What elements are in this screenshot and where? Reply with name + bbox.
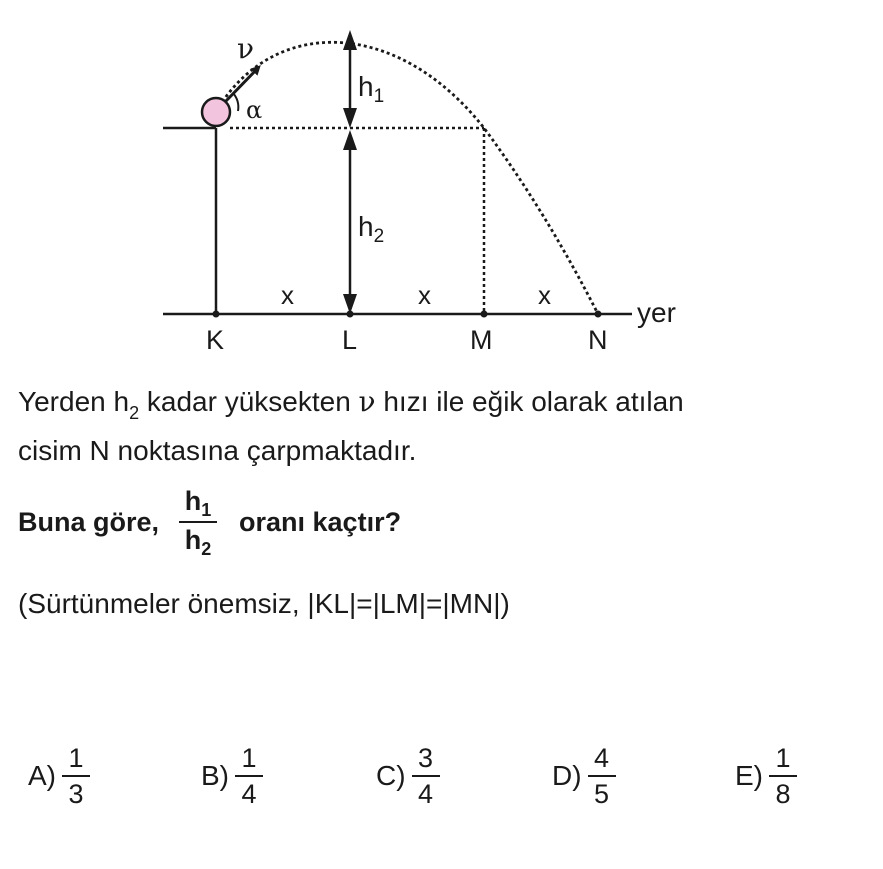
choice-a-letter: A) [28, 760, 56, 791]
ask-suffix: oranı kaçtır? [239, 506, 402, 537]
choice-a[interactable] [28, 736, 90, 816]
ratio-denominator: $h_2$ [184, 525, 212, 559]
choice-d[interactable] [552, 736, 616, 816]
point-k-label: K [206, 325, 225, 355]
ground-label: yer [637, 297, 676, 328]
choice-c-letter: C) [376, 760, 406, 791]
point-k-dot [213, 311, 220, 318]
trajectory-curve [216, 42, 598, 314]
choice-e[interactable] [735, 736, 797, 816]
question-line-1-part-b: kadar yüksekten [139, 386, 359, 417]
choice-c[interactable] [376, 736, 440, 816]
angle-label: α [246, 96, 263, 124]
choice-e-letter: E) [735, 760, 763, 791]
angle-arc [233, 93, 238, 111]
point-n-dot [595, 311, 602, 318]
segment-kl-label: x [281, 280, 294, 310]
velocity-label: ν [237, 32, 255, 65]
ratio-numerator: $h_1$ [184, 486, 212, 520]
h1-label: $h_1$ [358, 71, 385, 107]
segment-mn-label: x [538, 280, 551, 310]
question-line-1-part-a: Yerden h [18, 386, 130, 417]
point-m-label: M [470, 325, 493, 355]
choice-d-letter: D) [552, 760, 582, 791]
projectile-diagram [0, 0, 883, 370]
question-ask [18, 484, 401, 560]
h2-label: $h_2$ [358, 211, 385, 247]
choice-b-letter: B) [201, 760, 229, 791]
h2-arrow-up-head [343, 130, 357, 150]
question-velocity-symbol: ν [358, 385, 376, 418]
point-l-label: L [342, 325, 358, 355]
ratio-fraction [179, 484, 217, 560]
projectile-ball [202, 98, 230, 126]
choice-a-fraction: 1 3 [62, 741, 90, 811]
point-l-dot [347, 311, 354, 318]
point-n-label: N [588, 325, 608, 355]
question-line-1 [18, 385, 684, 423]
h1-arrow-up-head [343, 30, 357, 50]
choice-e-fraction: 1 8 [769, 741, 797, 811]
segment-lm-label: x [418, 280, 431, 310]
question-line-1-subscript: 2 [129, 403, 140, 423]
ask-prefix: Buna göre, [18, 506, 160, 537]
h1-arrow-down-head [343, 108, 357, 128]
choice-b-fraction: 1 4 [235, 741, 263, 811]
friction-note: (Sürtünmeler önemsiz, |KL|=|LM|=|MN|) [18, 588, 510, 619]
choice-c-fraction: 3 4 [412, 741, 440, 811]
point-m-dot [481, 311, 488, 318]
choice-d-fraction: 4 5 [588, 741, 616, 811]
question-line-1-part-c: hızı ile eğik olarak atılan [375, 386, 684, 417]
question-line-2: cisim N noktasına çarpmaktadır. [18, 435, 417, 466]
choice-b[interactable] [201, 736, 263, 816]
